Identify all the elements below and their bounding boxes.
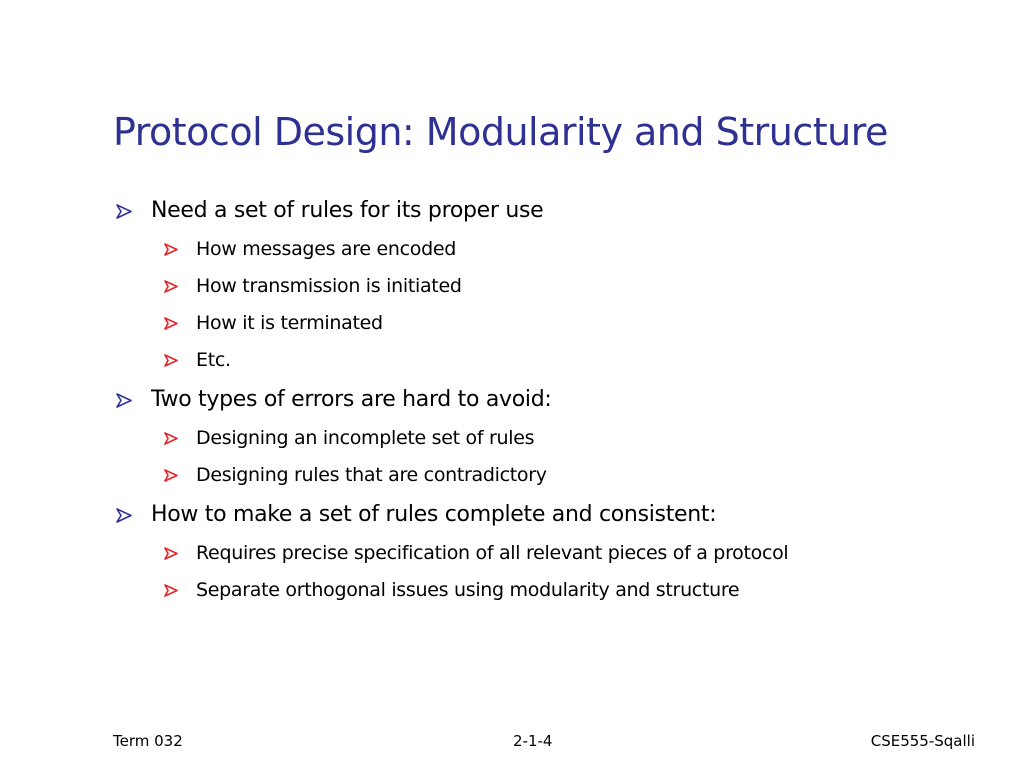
sub-bullet-item — [164, 347, 231, 373]
arrow-bullet-icon — [164, 347, 196, 373]
bullet-text: Need a set of rules for its proper use — [151, 198, 544, 223]
sub-bullet-item — [164, 425, 534, 451]
bullet-item — [116, 196, 543, 226]
arrow-bullet-icon — [116, 196, 151, 226]
sub-bullet-text: Etc. — [196, 349, 231, 371]
sub-bullet-item — [164, 310, 383, 336]
sub-bullet-item — [164, 236, 456, 262]
arrow-bullet-icon — [116, 385, 151, 415]
sub-bullet-text: How messages are encoded — [196, 238, 456, 260]
arrow-bullet-icon — [164, 577, 196, 603]
sub-bullet-item — [164, 540, 788, 566]
bullet-text: Two types of errors are hard to avoid: — [151, 387, 552, 412]
arrow-bullet-icon — [164, 310, 196, 336]
sub-bullet-text: How it is terminated — [196, 312, 383, 334]
footer-slide-number: 2-1-4 — [513, 732, 553, 750]
sub-bullet-text: How transmission is initiated — [196, 275, 462, 297]
sub-bullet-text: Designing rules that are contradictory — [196, 464, 547, 486]
arrow-bullet-icon — [164, 540, 196, 566]
arrow-bullet-icon — [164, 462, 196, 488]
sub-bullet-text: Separate orthogonal issues using modularity and structure — [196, 579, 740, 601]
sub-bullet-text: Designing an incomplete set of rules — [196, 427, 535, 449]
bullet-item — [116, 500, 716, 530]
arrow-bullet-icon — [116, 500, 151, 530]
footer-course: CSE555-Sqalli — [870, 732, 975, 750]
arrow-bullet-icon — [164, 273, 196, 299]
bullet-item — [116, 385, 552, 415]
sub-bullet-item — [164, 462, 547, 488]
footer-term: Term 032 — [113, 732, 183, 750]
arrow-bullet-icon — [164, 236, 196, 262]
sub-bullet-item — [164, 577, 739, 603]
slide-title: Protocol Design: Modularity and Structure — [113, 110, 888, 154]
arrow-bullet-icon — [164, 425, 196, 451]
bullet-text: How to make a set of rules complete and consistent: — [151, 502, 717, 527]
sub-bullet-text: Requires precise specification of all relevant pieces of a protocol — [196, 542, 789, 564]
sub-bullet-item — [164, 273, 462, 299]
